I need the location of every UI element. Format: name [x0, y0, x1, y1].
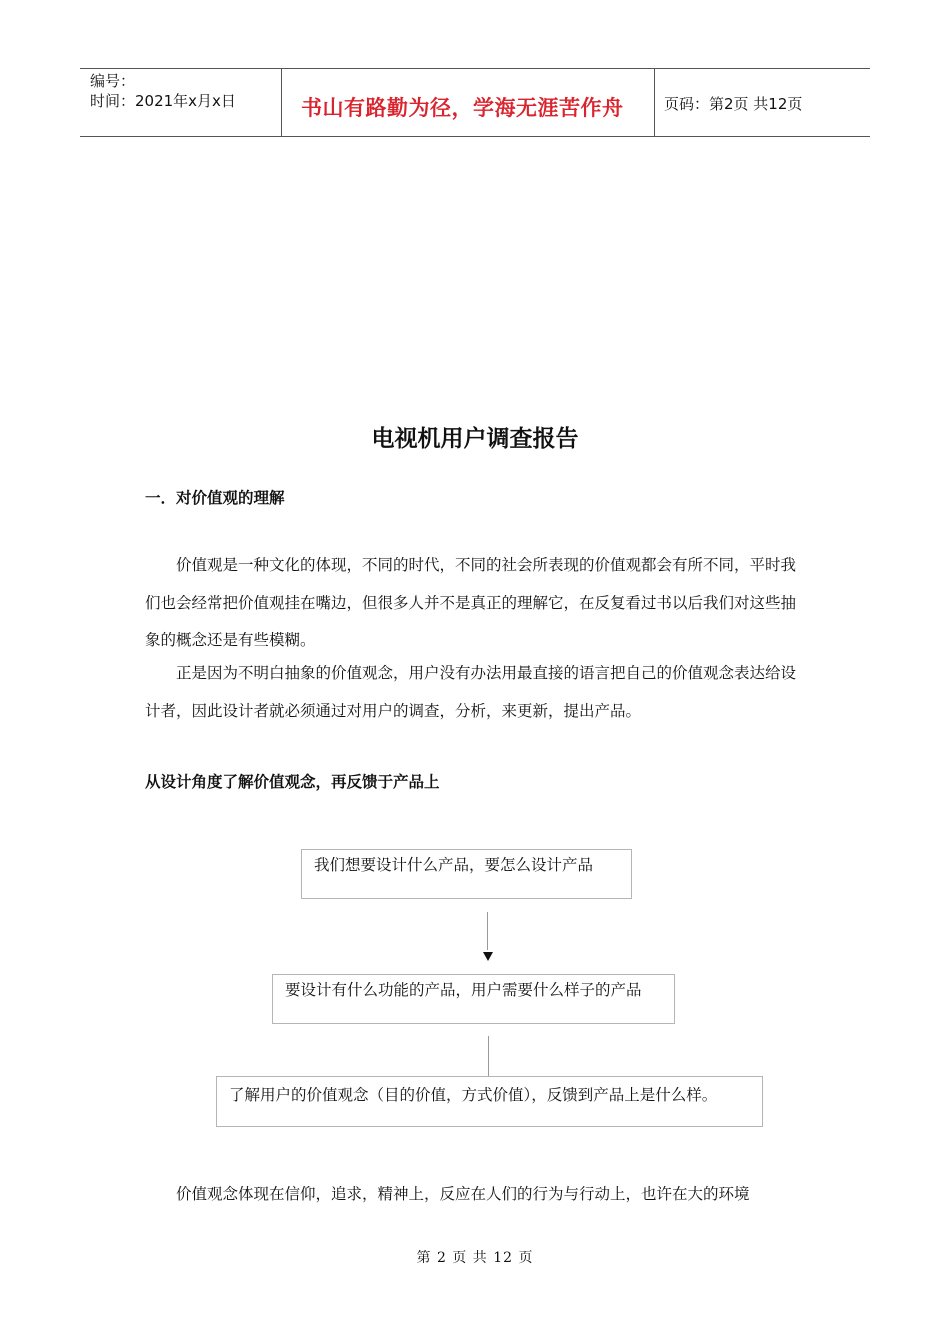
- flow-arrow-down-icon: [483, 952, 493, 961]
- subheading: 从设计角度了解价值观念，再反馈于产品上: [145, 773, 440, 791]
- page-footer: 第 2 页 共 12 页: [416, 1250, 534, 1266]
- flow-connector-2: [488, 1036, 489, 1076]
- page-info: 页码：第2页 共12页: [664, 95, 803, 113]
- header-divider-left: [281, 68, 282, 136]
- flow-box-3: 了解用户的价值观念（目的价值，方式价值），反馈到产品上是什么样。: [216, 1076, 763, 1127]
- header-bottom-border: [80, 136, 870, 137]
- header-motto: 书山有路勤为径，学海无涯苦作舟: [301, 96, 624, 120]
- document-title: 电视机用户调查报告: [371, 426, 579, 452]
- section-heading: 一．对价值观的理解: [145, 489, 285, 507]
- date-label: 时间：2021年x月x日: [90, 92, 236, 110]
- flow-connector-1: [487, 912, 488, 950]
- doc-number-label: 编号：: [90, 72, 136, 90]
- paragraph-3: 价值观念体现在信仰，追求，精神上，反应在人们的行为与行动上，也许在大的环境: [176, 1185, 750, 1203]
- paragraph-2: 正是因为不明白抽象的价值观念，用户没有办法用最直接的语言把自己的价值观念表达给设计者，因此设计者就必须通过对用户的调查，分析，来更新，提出产品。: [145, 664, 797, 720]
- paragraph-1: 价值观是一种文化的体现，不同的时代，不同的社会所表现的价值观都会有所不同，平时我们也会经常把价值观挂在嘴边，但很多人并不是真正的理解它，在反复看过书以后我们对这些抽象的概念还是有些模糊。: [145, 556, 797, 649]
- header-top-border: [80, 68, 870, 69]
- flow-box-2: 要设计有什么功能的产品，用户需要什么样子的产品: [272, 974, 675, 1024]
- header-divider-right: [654, 68, 655, 136]
- flow-box-1: 我们想要设计什么产品，要怎么设计产品: [301, 849, 632, 899]
